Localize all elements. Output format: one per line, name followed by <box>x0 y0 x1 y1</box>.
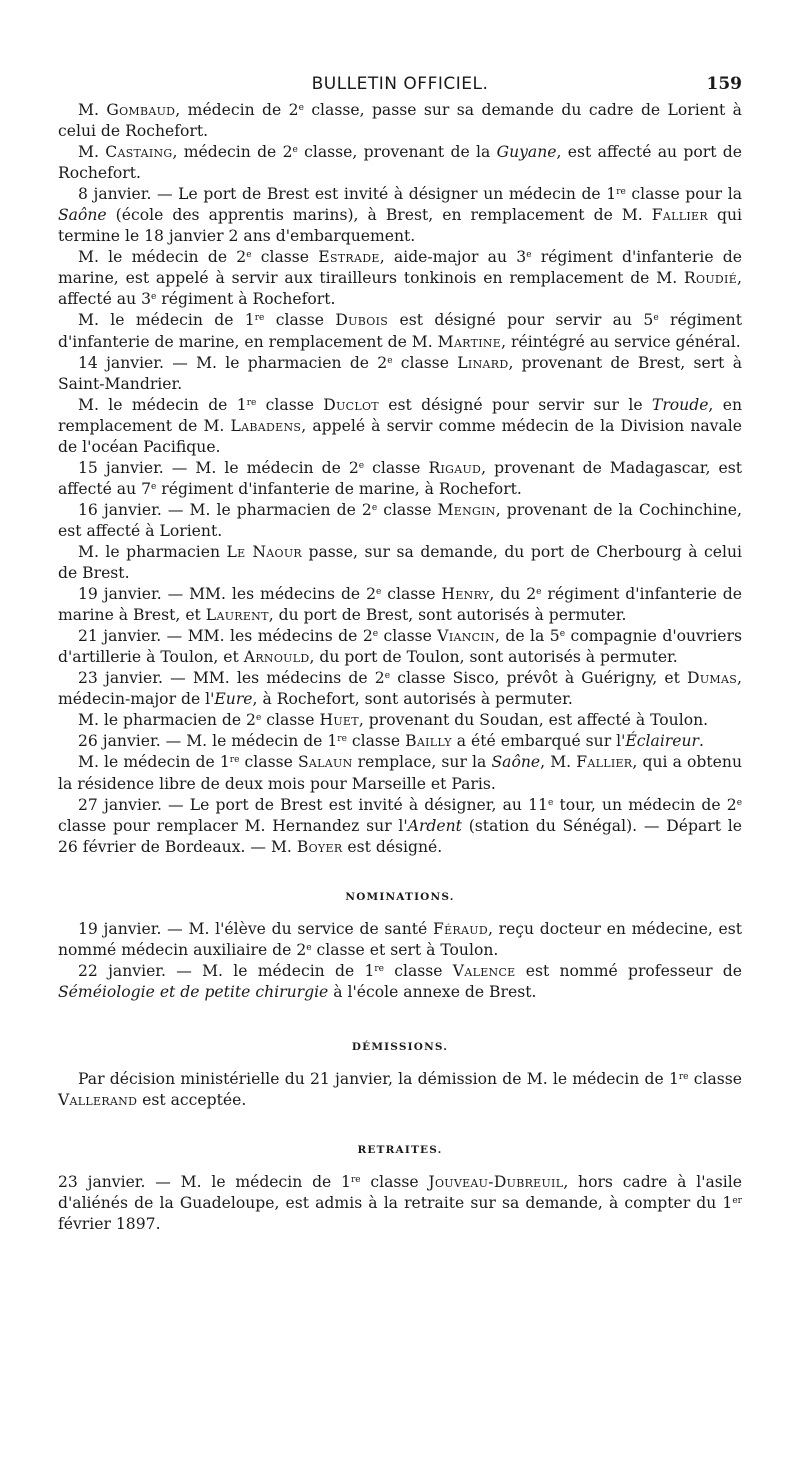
paragraph: M. le pharmacien Le Naour passe, sur sa demande, du port de Cherbourg à celui de Brest. <box>58 542 742 583</box>
name-smallcaps: Martine <box>437 332 502 351</box>
superscript: re <box>678 1071 689 1082</box>
superscript: e <box>298 103 304 113</box>
name-smallcaps: Mengin <box>437 500 496 519</box>
name-smallcaps: Bailly <box>405 732 452 751</box>
paragraph: 8 janvier. — Le port de Brest est invité à désigner un médecin de 1re classe pour la Saône (école des apprentis marins), à Brest, en remplacement de M. Fallier qui termine le 18 janvier 2 ans d'embarquement. <box>58 185 742 246</box>
italic-text: Saône <box>58 206 107 225</box>
name-smallcaps: Henry <box>441 585 490 604</box>
superscript: re <box>229 755 240 766</box>
section-heading-retraites: RETRAITES. <box>357 1143 443 1156</box>
italic-text: Éclaireur <box>625 732 699 751</box>
paragraph: 19 janvier. — M. l'élève du service de santé Féraud, reçu docteur en médecine, est nommé médecin auxiliaire de 2e classe et sert à Toulon. <box>58 919 742 959</box>
document-body <box>58 100 742 1235</box>
superscript: e <box>372 629 379 640</box>
section-heading-demissions: DÉMISSIONS. <box>351 1040 449 1053</box>
superscript: er <box>732 1196 742 1207</box>
superscript: e <box>736 797 743 808</box>
name-smallcaps: Fallier <box>576 753 633 772</box>
paragraph: 23 janvier. — MM. les médecins de 2e classe Sisco, prévôt à Guérigny, et Dumas, médecin-major de l'Eure, à Rochefort, sont autorisés à permuter. <box>58 669 742 709</box>
name-smallcaps: Jouveau-Dubreuil <box>428 1172 564 1191</box>
italic-text: Ardent <box>407 816 462 835</box>
name-smallcaps: Arnould <box>243 648 310 667</box>
paragraph: 19 janvier. — MM. les médecins de 2e classe Henry, du 2e régiment d'infanterie de marine à Brest, et Laurent, du port de Brest, sont autorisés à permuter. <box>58 585 742 625</box>
superscript: re <box>374 963 385 974</box>
superscript: e <box>292 145 298 156</box>
italic-text: Saône <box>491 753 541 772</box>
superscript: re <box>246 397 257 408</box>
italic-text: Guyane <box>496 143 557 162</box>
superscript: e <box>255 713 262 724</box>
name-smallcaps: Rigaud <box>428 458 482 477</box>
name-smallcaps: Salaun <box>297 753 353 772</box>
superscript: e <box>151 292 157 303</box>
name-smallcaps: Le Naour <box>226 542 302 561</box>
paragraph: 21 janvier. — MM. les médecins de 2e classe Viancin, de la 5e compagnie d'ouvriers d'artillerie à Toulon, et Arnould, du port de Toulon, sont autorisés à permuter. <box>58 627 742 667</box>
name-smallcaps: Laurent <box>205 606 269 625</box>
superscript: re <box>350 1174 361 1185</box>
paragraph: 14 janvier. — M. le pharmacien de 2e classe Linard, provenant de Brest, sert à Saint-Mandrier. <box>58 353 742 393</box>
name-smallcaps: Castaing <box>105 143 173 162</box>
paragraph: 23 janvier. — M. le médecin de 1re classe Jouveau-Dubreuil, hors cadre à l'asile d'aliénés de la Guadeloupe, est admis à la retraite sur sa demande, à compter du 1er février 1897. <box>58 1172 742 1234</box>
page-number: 159 <box>706 74 742 94</box>
name-smallcaps: Féraud <box>432 919 488 938</box>
name-smallcaps: Duclot <box>323 395 379 414</box>
name-smallcaps: Vallerand <box>58 1090 138 1109</box>
running-title: BULLETIN OFFICIEL. <box>311 74 489 94</box>
superscript: e <box>653 313 659 324</box>
superscript: e <box>384 671 391 682</box>
superscript: e <box>151 481 157 492</box>
nominations-section <box>58 919 742 1003</box>
name-smallcaps: Valence <box>452 961 516 980</box>
paragraph: M. Castaing, médecin de 2e classe, provenant de la Guyane, est affecté au port de Rochefort. <box>58 143 743 183</box>
superscript: e <box>376 587 382 598</box>
paragraph: M. le médecin de 1re classe Dubois est désigné pour servir au 5e régiment d'infanterie de marine, en remplacement de M. Martine, réintégré au service général. <box>58 311 742 351</box>
demissions-section <box>58 1069 742 1111</box>
italic-text: Eure <box>214 690 253 709</box>
name-smallcaps: Dubois <box>335 311 389 330</box>
italic-text: Troude <box>651 395 709 414</box>
retraites-section <box>58 1172 742 1235</box>
paragraph: M. le pharmacien de 2e classe Huet, provenant du Soudan, est affecté à Toulon. <box>78 711 709 730</box>
name-smallcaps: Labadens <box>230 416 302 435</box>
name-smallcaps: Gombaud <box>106 101 176 119</box>
superscript: e <box>246 250 252 261</box>
italic-text: Séméiologie et de petite chirurgie <box>58 982 329 1001</box>
paragraph: Par décision ministérielle du 21 janvier, la démission de M. le médecin de 1re classe Vallerand est acceptée. <box>58 1069 742 1109</box>
superscript: re <box>337 734 347 745</box>
superscript: re <box>254 313 265 324</box>
paragraph: 26 janvier. — M. le médecin de 1re classe Bailly a été embarqué sur l'Éclaireur. <box>78 732 704 751</box>
paragraph: M. le médecin de 2e classe Estrade, aide-major au 3e régiment d'infanterie de marine, est appelé à servir aux tirailleurs tonkinois en remplacement de M. Roudié, affecté au 3e régiment à Rochefort. <box>58 248 742 309</box>
paragraph: 15 janvier. — M. le médecin de 2e classe Rigaud, provenant de Madagascar, est affecté au 7e régiment d'infanterie de marine, à Rochefort. <box>58 458 742 498</box>
document-page <box>58 70 742 1235</box>
paragraph: 16 janvier. — M. le pharmacien de 2e classe Mengin, provenant de la Cochinchine, est affecté à Lorient. <box>58 500 742 540</box>
name-smallcaps: Huet <box>319 711 359 730</box>
superscript: e <box>371 502 378 513</box>
page-header <box>58 70 742 100</box>
paragraph: 22 janvier. — M. le médecin de 1re classe Valence est nommé professeur de Séméiologie et de petite chirurgie à l'école annexe de Brest. <box>58 961 743 1001</box>
paragraph: M. le médecin de 1re classe Duclot est désigné pour servir sur le Troude, en remplacement de M. Labadens, appelé à servir comme médecin de la Division navale de l'océan Pacifique. <box>58 395 743 456</box>
superscript: e <box>526 250 532 261</box>
superscript: e <box>358 460 365 471</box>
section-heading-nominations: NOMINATIONS. <box>345 890 455 903</box>
name-smallcaps: Estrade <box>318 248 380 267</box>
superscript: re <box>616 187 626 198</box>
superscript: e <box>547 797 554 808</box>
paragraph: 27 janvier. — Le port de Brest est invité à désigner, au 11e tour, un médecin de 2e classe pour remplacer M. Hernandez sur l'Ardent (station du Sénégal). — Départ le 26 février de Bordeaux. — M. Boyer est désigné. <box>58 795 743 856</box>
superscript: e <box>387 355 393 366</box>
name-smallcaps: Linard <box>457 353 509 372</box>
superscript: e <box>559 629 566 640</box>
name-smallcaps: Boyer <box>296 837 343 856</box>
paragraph: M. le médecin de 1re classe Salaun remplace, sur la Saône, M. Fallier, qui a obtenu la résidence libre de deux mois pour Marseille et Paris. <box>58 753 742 793</box>
paragraph: M. Gombaud, médecin de 2e classe, passe sur sa demande du cadre de Lorient à celui de Rochefort. <box>58 101 742 141</box>
name-smallcaps: Viancin <box>437 627 495 646</box>
name-smallcaps: Fallier <box>651 206 708 225</box>
name-smallcaps: Roudié <box>684 269 738 288</box>
superscript: e <box>536 587 542 598</box>
name-smallcaps: Dumas <box>687 669 738 688</box>
mutations-section <box>58 100 742 858</box>
superscript: e <box>306 942 312 953</box>
